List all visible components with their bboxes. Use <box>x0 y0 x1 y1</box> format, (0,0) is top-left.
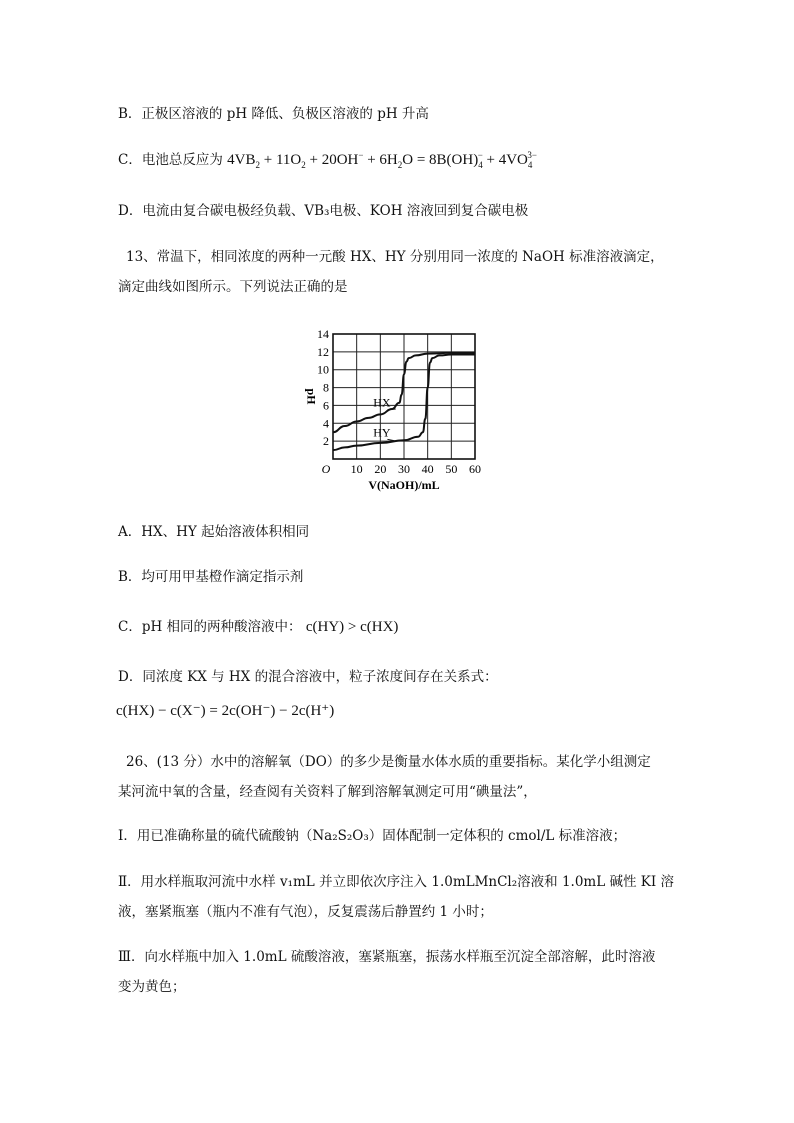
question-26-step-3-line-2: 变为黄色； <box>118 979 186 995</box>
y-tick-label: 4 <box>323 416 329 431</box>
question-26-step-2-line-1: Ⅱ．用水样瓶取河流中水样 v₁mL 并立即依次序注入 1.0mLMnCl₂溶液和 1.0mL 碱性 KI 溶 <box>118 874 674 890</box>
x-tick-label: O <box>321 462 331 476</box>
y-tick-label: 6 <box>323 398 329 413</box>
y-tick-label: 2 <box>323 434 329 449</box>
y-tick-label: 8 <box>323 380 329 395</box>
option-12-c-prefix: C．电池总反应为 <box>118 152 223 168</box>
question-26-stem-1: 26、(13 分）水中的溶解氧（DO）的多少是衡量水体水质的重要指标。某化学小组测定 <box>126 754 651 770</box>
y-tick-label: 14 <box>317 327 329 341</box>
titration-curve-chart <box>300 322 490 494</box>
y-tick-label: 12 <box>317 344 329 359</box>
x-tick-label: 40 <box>421 462 434 476</box>
option-13-c <box>118 617 398 637</box>
option-12-d: D．电流由复合碳电极经负载、VB₃电极、KOH 溶液回到复合碳电极 <box>118 203 529 219</box>
question-13-stem-2: 滴定曲线如图所示。下列说法正确的是 <box>118 279 348 295</box>
option-13-c-formula: c(HY) > c(HX) <box>305 619 399 635</box>
option-13-c-prefix: C．pH 相同的两种酸溶液中： <box>118 619 302 635</box>
option-12-b: B．正极区溶液的 pH 降低、负极区溶液的 pH 升高 <box>118 106 429 122</box>
question-13-stem-1: 13、常温下，相同浓度的两种一元酸 HX、HY 分别用同一浓度的 NaOH 标准溶液滴定， <box>126 249 664 265</box>
y-tick-label: 10 <box>317 362 329 377</box>
x-tick-labels <box>322 462 481 476</box>
option-13-b: B．均可用甲基橙作滴定指示剂 <box>118 569 304 585</box>
series-label-hx: HX <box>373 395 391 410</box>
y-axis-label: pH <box>304 388 319 405</box>
series-label-hy: HY <box>373 425 391 440</box>
x-tick-label: 50 <box>445 462 458 476</box>
x-tick-label: 30 <box>398 462 410 476</box>
x-tick-label: 20 <box>374 462 387 476</box>
question-26-stem-2: 某河流中氧的含量，经查阅有关资料了解到溶解氧测定可用“碘量法”， <box>118 784 537 800</box>
question-26-step-3-line-1: Ⅲ．向水样瓶中加入 1.0mL 硫酸溶液，塞紧瓶塞，振荡水样瓶至沉淀全部溶解，此时溶液 <box>118 949 656 965</box>
question-26-step-2-line-2: 液，塞紧瓶塞（瓶内不准有气泡），反复震荡后静置约 1 小时； <box>118 904 493 920</box>
question-26-step-1: Ⅰ．用已准确称量的硫代硫酸钠（Na₂S₂O₃）固体配制一定体积的 cmol/L 标准溶液； <box>118 828 627 844</box>
option-13-d-formula: c(HX) − c(X⁻) = 2c(OH⁻) − 2c(H⁺) <box>116 703 335 719</box>
x-axis-label: V(NaOH)/mL <box>368 478 440 492</box>
option-13-d: D．同浓度 KX 与 HX 的混合溶液中，粒子浓度间存在关系式： <box>118 669 498 685</box>
series-leader-hy <box>387 439 394 440</box>
x-tick-label: 10 <box>350 462 363 476</box>
battery-equation: $4VB_2 + 11O_2 + 20OH^- + 6H_2O = 8B(OH)_4^- + 4VO_4^{3-}$ <box>227 150 537 170</box>
x-tick-label: 60 <box>469 462 481 476</box>
option-12-c <box>118 150 537 170</box>
option-13-a: A．HX、HY 起始溶液体积相同 <box>118 524 310 540</box>
